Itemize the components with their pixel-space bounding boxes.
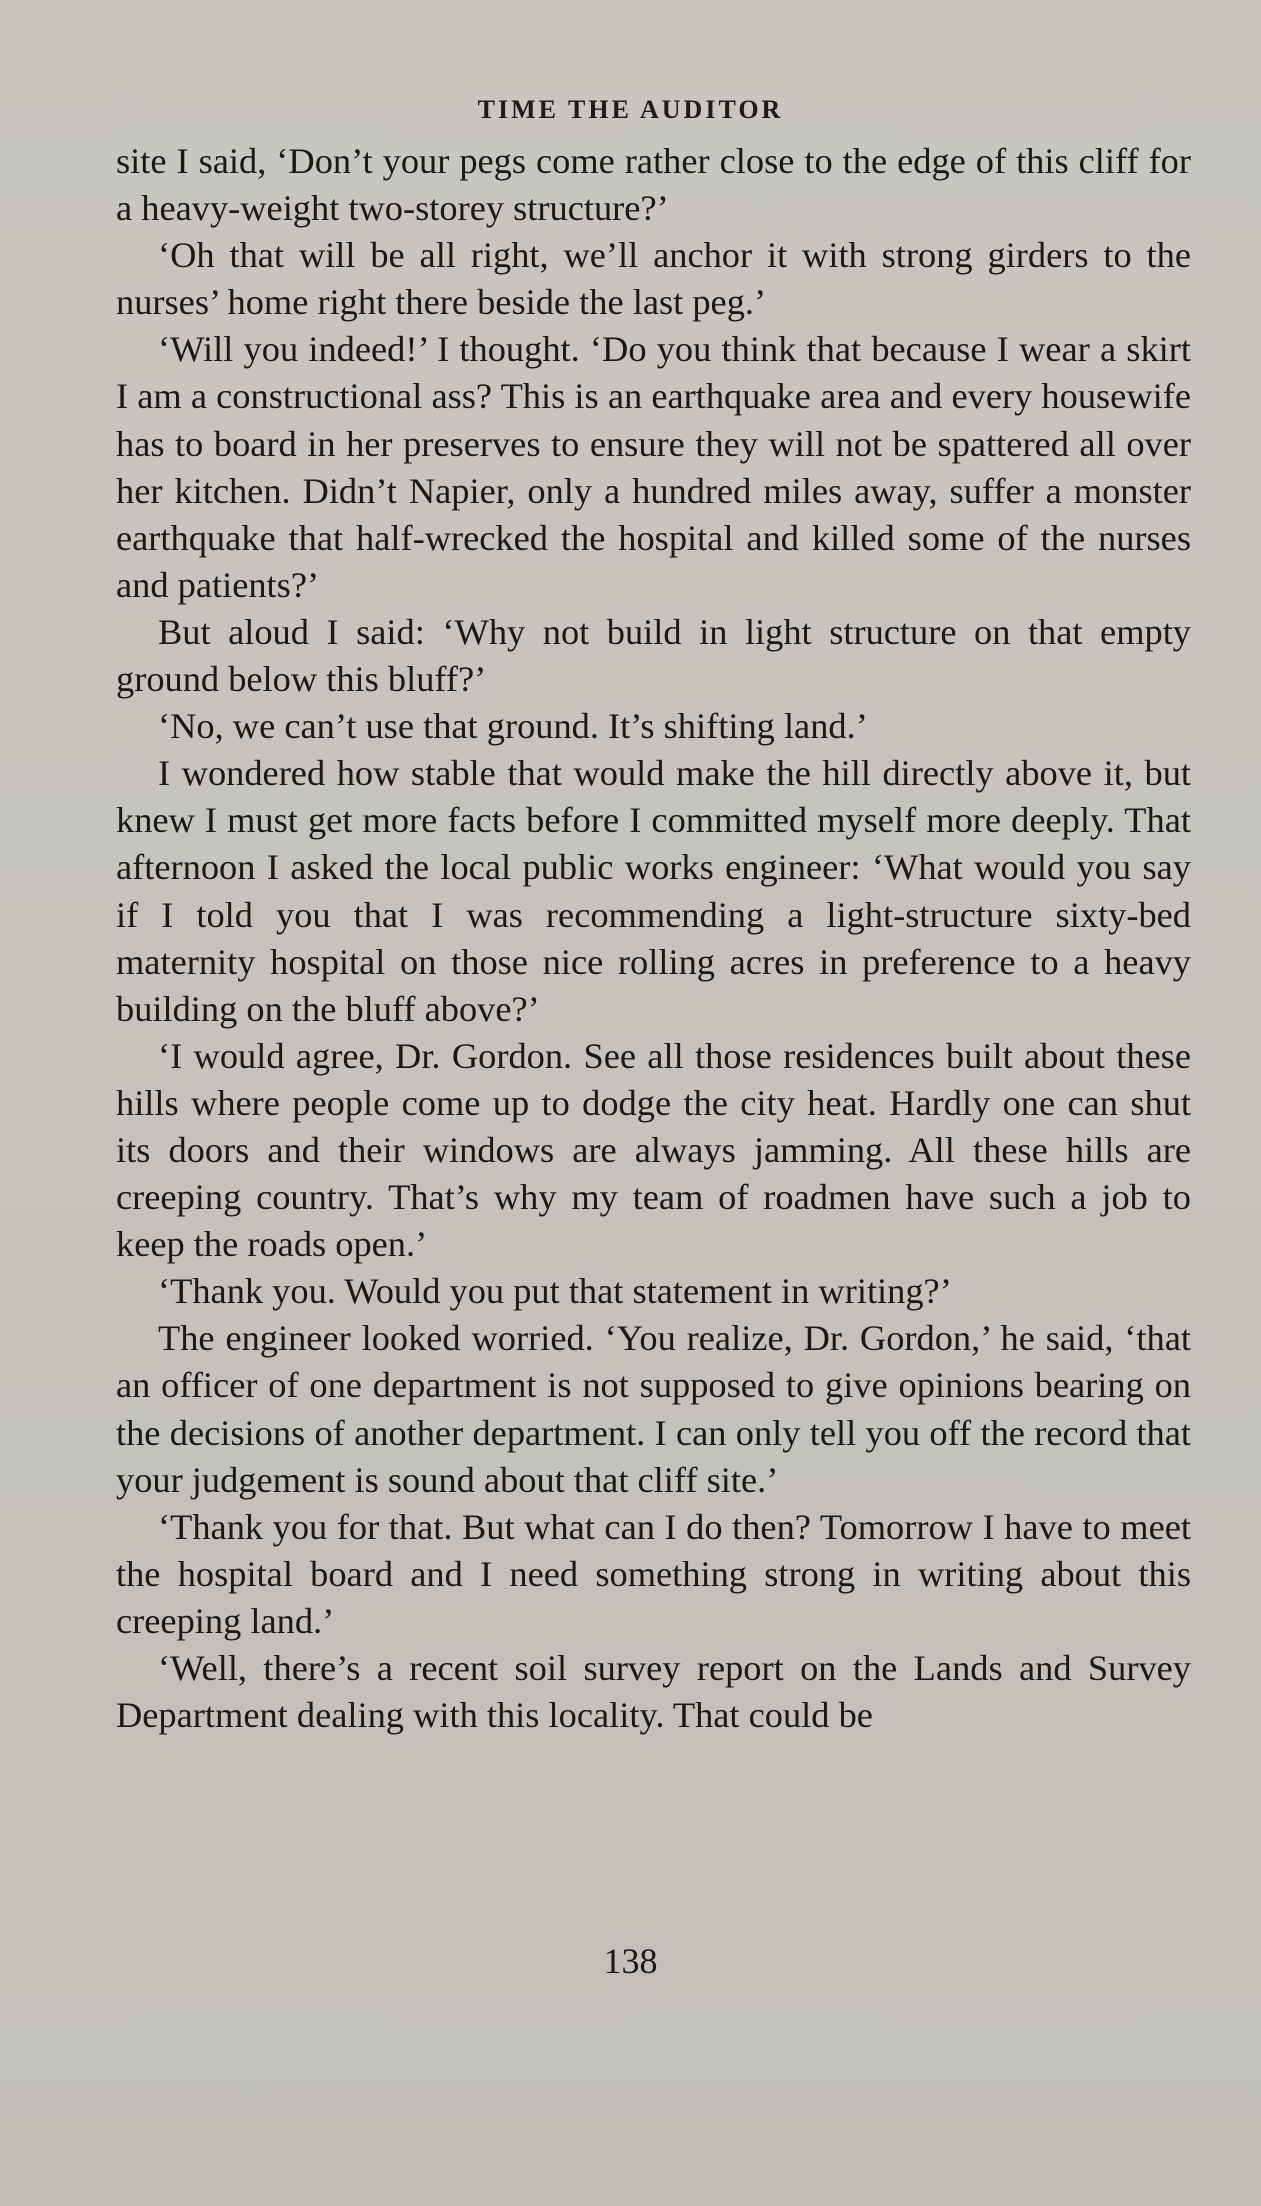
page-number: 138 xyxy=(603,1941,658,1981)
paragraph: ‘Thank you for that. But what can I do then? Tomorrow I have to meet the hospital board and I need something strong in writing about this creeping land.’ xyxy=(116,1506,1191,1641)
paragraph: ‘Oh that will be all right, we’ll anchor it with strong girders to the nurses’ home right there beside the last peg.’ xyxy=(116,235,1191,323)
paragraph: ‘I would agree, Dr. Gordon. See all those residences built about these hills where people come up to dodge the city heat. Hardly one can shut its doors and their windows are always jamming. All these hills are creeping country. That’s why my team of roadmen have such a job to keep the roads open.’ xyxy=(116,1035,1191,1265)
paragraph: ‘Thank you. Would you put that statement in writing?’ xyxy=(158,1271,952,1312)
body-text xyxy=(116,138,1191,1739)
paragraph: site I said, ‘Don’t your pegs come rather close to the edge of this cliff for a heavy-weight two-storey structure?’ xyxy=(116,141,1191,229)
paragraph: ‘Well, there’s a recent soil survey report on the Lands and Survey Department dealing with this locality. That could be xyxy=(116,1648,1191,1736)
paragraph: The engineer looked worried. ‘You realize, Dr. Gordon,’ he said, ‘that an officer of one department is not supposed to give opinions bearing on the decisions of another department. I can only tell you off the record that your judgement is sound about that cliff site.’ xyxy=(116,1318,1191,1500)
paragraph: ‘No, we can’t use that ground. It’s shifting land.’ xyxy=(158,706,868,747)
paragraph: But aloud I said: ‘Why not build in light structure on that empty ground below this bluff?’ xyxy=(116,611,1191,700)
paragraph: I wondered how stable that would make the hill directly above it, but knew I must get more facts before I committed myself more deeply. That afternoon I asked the local public works engineer: ‘What would you say if I told you that I was recommending a light-structure sixty-bed maternity hospital on those nice rolling acres in preference to a heavy building on the bluff above?’ xyxy=(116,753,1191,1029)
running-title: TIME THE AUDITOR xyxy=(477,95,784,124)
paragraph: ‘Will you indeed!’ I thought. ‘Do you think that because I wear a skirt I am a constructional ass? This is an earthquake area and every housewife has to board in her preserves to ensure they will not be spattered all over her kitchen. Didn’t Napier, only a hundred miles away, suffer a monster earthquake that half-wrecked the hospital and killed some of the nurses and patients?’ xyxy=(116,329,1191,605)
